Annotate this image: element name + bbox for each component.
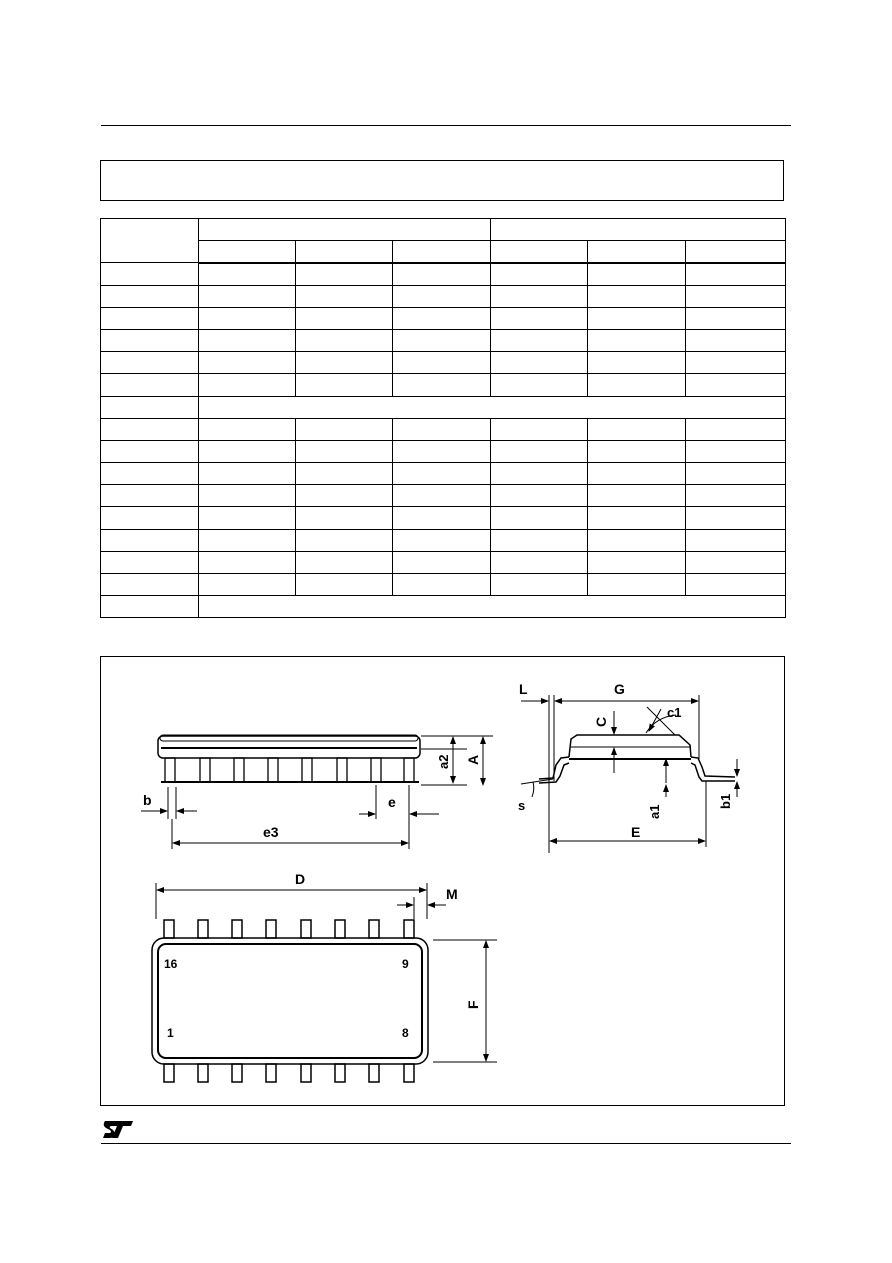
table-row [101,551,786,573]
table-row [101,374,786,396]
table-row [101,263,786,285]
dim-label-G: G [614,681,625,697]
dim-label-b: b [143,792,152,808]
end-view [521,695,737,853]
dim-label-C: C [593,716,609,727]
table-row [101,440,786,462]
header-dim-cell [101,219,199,263]
pin-label-9: 9 [402,957,409,971]
table-row-merged [101,396,786,418]
header-inch-cell [491,219,786,241]
table-title [100,160,784,201]
header-max-cell [393,241,491,263]
dim-label-e3: e3 [263,824,279,840]
header-min-cell [199,241,296,263]
table-row [101,285,786,307]
dim-label-e: e [388,794,396,810]
header-max-cell [686,241,786,263]
header-mm-cell [199,219,491,241]
top-view [152,883,497,1082]
dim-label-F: F [465,1000,481,1009]
table-row [101,507,786,529]
pin-label-16: 16 [164,957,178,971]
header-typ-cell [588,241,686,263]
dim-label-E: E [631,824,641,840]
dim-label-c1: c1 [667,705,682,720]
package-drawing-frame [100,656,785,1106]
mechanical-data-table [100,218,786,618]
dim-label-a1: a1 [647,804,662,819]
dim-label-D: D [295,871,306,887]
table-row [101,463,786,485]
table-row [101,418,786,440]
dim-label-M: M [446,886,458,902]
table-row [101,307,786,329]
dim-label-a2: a2 [436,754,451,769]
table-row [101,529,786,551]
header-min-cell [491,241,588,263]
table-row [101,485,786,507]
dim-label-A: A [465,754,481,765]
pin-label-8: 8 [402,1026,409,1040]
pin-label-1: 1 [167,1026,174,1040]
dim-label-s: s [518,798,526,813]
package-outline-drawing [101,657,786,1107]
table-row-merged [101,596,786,618]
dim-label-b1: b1 [718,793,733,809]
dim-label-L: L [519,681,528,697]
table-row [101,329,786,351]
header-typ-cell [296,241,393,263]
side-view [141,735,493,849]
bottom-rule [101,1143,791,1144]
table-subheader-row [101,241,786,263]
table-row [101,574,786,596]
top-rule [101,125,791,126]
table-row [101,352,786,374]
st-logo [101,1118,135,1140]
table-header-row [101,219,786,241]
